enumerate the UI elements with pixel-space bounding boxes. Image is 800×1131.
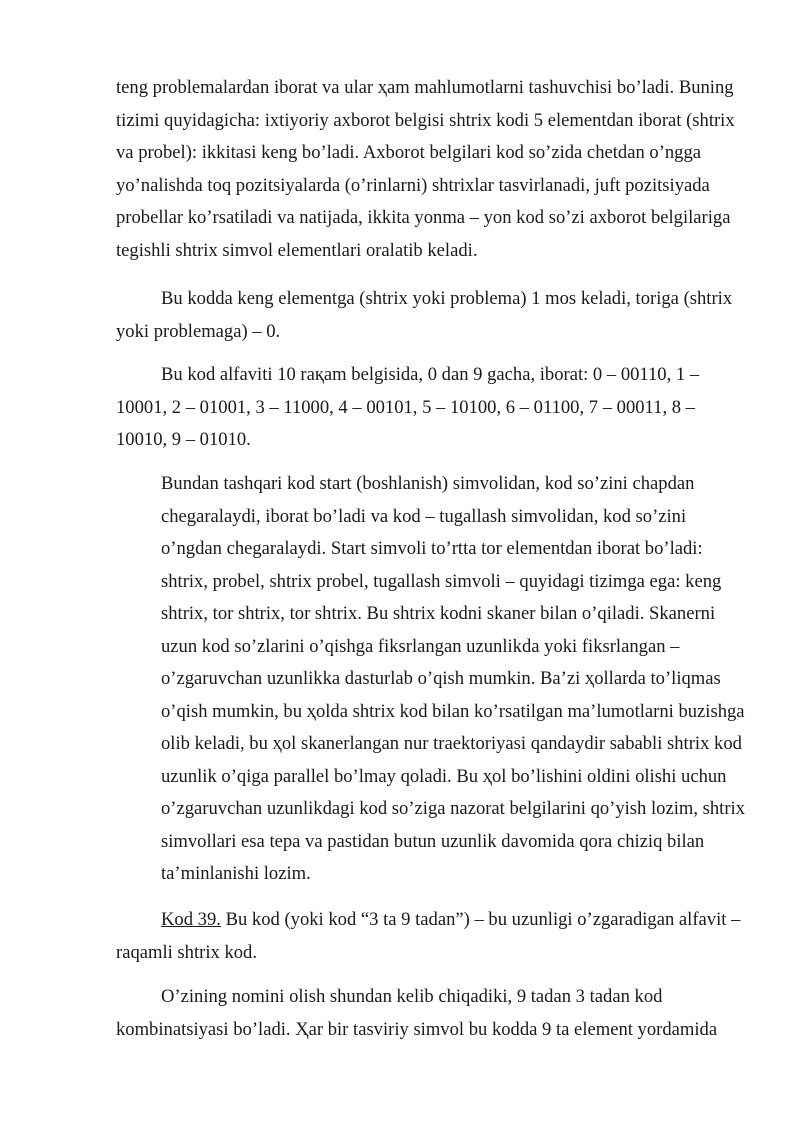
code-39-description: Bu kod (yoki kod “3 ta 9 tadan”) – bu uzunligi o’zgaradigan alfavit – raqamli shtrix kod. [116,909,741,963]
paragraph-wide-element-encoding: Bu kodda keng elementga (shtrix yoki problema) 1 mos keladi, toriga (shtrix yoki problemaga) – 0. [116,288,733,342]
paragraph-name-origin: O’zining nomini olish shundan kelib chiqadiki, 9 tadan 3 tadan kod kombinatsiyasi bo’ladi. Ҳar bir tasviriy simvol bu kodda 9 ta element yordamida [116,986,718,1040]
paragraph-continuation: teng problemalardan iborat va ular ҳam mahlumotlarni tashuvchisi bo’ladi. Buning tizimi quyidagicha: ixtiyoriy axborot belgisi shtrix kodi 5 elementdan iborat (shtrix va probel): ikkitasi keng bo’ladi. Axborot belgilari kod so’zida chetdan o’ngga yo’nalishda toq pozitsiyalarda (o’rinlarni) shtrixlar tasvirlanadi, juft pozitsiyada probellar ko’rsatiladi va natijada, ikkita yonma – yon kod so’zi axborot belgilariga tegishli shtrix simvol elementlari oralatib keladi. [116,77,735,261]
paragraph-code-39 [116,904,746,969]
paragraph-code-alphabet: Bu kod alfaviti 10 raқam belgisida, 0 dan 9 gacha, iborat: 0 – 00110, 1 – 10001, 2 – 01001, 3 – 11000, 4 – 00101, 5 – 10100, 6 – 01100, 7 – 00011, 8 – 10010, 9 – 01010. [116,364,700,450]
code-39-heading: Kod 39. [161,909,221,930]
paragraph-start-stop-symbols: Bundan tashqari kod start (boshlanish) simvolidan, kod so’zini chapdan chegaralaydi, iborat bo’ladi va kod – tugallash simvolidan, kod so’zini o’ngdan chegaralaydi. Start simvoli to’rtta tor elementdan iborat bo’ladi: shtrix, probel, shtrix probel, tugallash simvoli – quyidagi tizimga ega: keng shtrix, tor shtrix, tor shtrix. Bu shtrix kodni skaner bilan o’qiladi. Skanerni uzun kod so’zlarini o’qishga fiksrlangan uzunlikda yoki fiksrlangan – o’zgaruvchan uzunlikka dasturlab o’qish mumkin. Ba’zi ҳollarda to’liqmas o’qish mumkin, bu ҳolda shtrix kod bilan ko’rsatilgan ma’lumotlarni buzishga olib keladi, bu ҳol skanerlangan nur traektoriyasi qandaydir sababli shtrix kod uzunlik o’qiga parallel bo’lmay qoladi. Bu ҳol bo’lishini oldini olishi uchun o’zgaruvchan uzunlikdagi kod so’ziga nazorat belgilarini qo’yish lozim, shtrix simvollari esa tepa va pastidan butun uzunlik davomida qora chiziq bilan ta’minlanishi lozim. [161,473,745,884]
